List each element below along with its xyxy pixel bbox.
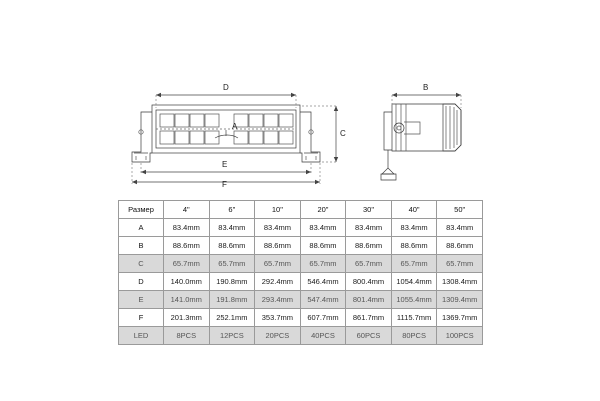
technical-drawing-svg — [0, 0, 600, 200]
spec-table-cell: 8PCS — [164, 327, 210, 345]
spec-table-cell: 12PCS — [209, 327, 255, 345]
spec-table-row-label: C — [119, 255, 164, 273]
spec-table-column-header: 50" — [437, 201, 483, 219]
spec-table-cell: 65.7mm — [300, 255, 346, 273]
spec-table-row-label: B — [119, 237, 164, 255]
spec-table-column-header: 30" — [346, 201, 392, 219]
spec-table-cell: 88.6mm — [255, 237, 301, 255]
spec-table-corner-label: Размер — [119, 201, 164, 219]
spec-table-row — [119, 255, 483, 273]
spec-table-column-header: 4" — [164, 201, 210, 219]
spec-table-cell: 60PCS — [346, 327, 392, 345]
spec-table — [118, 200, 483, 345]
spec-table-row — [119, 291, 483, 309]
spec-table-row-label: F — [119, 309, 164, 327]
spec-table-cell: 65.7mm — [164, 255, 210, 273]
spec-table-row — [119, 327, 483, 345]
spec-table-row — [119, 237, 483, 255]
spec-table-cell: 80PCS — [391, 327, 437, 345]
spec-table-column-header: 40" — [391, 201, 437, 219]
spec-table-row-label: D — [119, 273, 164, 291]
spec-table-cell: 88.6mm — [300, 237, 346, 255]
spec-table-cell: 83.4mm — [391, 219, 437, 237]
spec-table-cell: 292.4mm — [255, 273, 301, 291]
spec-table-cell: 88.6mm — [437, 237, 483, 255]
spec-table-cell: 83.4mm — [209, 219, 255, 237]
dimension-label-E: E — [222, 160, 228, 169]
dimension-label-B: B — [423, 83, 429, 92]
spec-table-row — [119, 219, 483, 237]
spec-table-cell: 83.4mm — [300, 219, 346, 237]
spec-table-cell: 141.0mm — [164, 291, 210, 309]
spec-table-cell: 1308.4mm — [437, 273, 483, 291]
dimension-label-C: C — [340, 129, 346, 138]
spec-table-row — [119, 273, 483, 291]
spec-table-cell: 547.4mm — [300, 291, 346, 309]
spec-table-cell: 65.7mm — [209, 255, 255, 273]
spec-table-cell: 861.7mm — [346, 309, 392, 327]
spec-table-cell: 800.4mm — [346, 273, 392, 291]
spec-table-column-header: 20" — [300, 201, 346, 219]
spec-table-wrapper — [118, 200, 483, 345]
spec-table-cell: 190.8mm — [209, 273, 255, 291]
spec-table-cell: 100PCS — [437, 327, 483, 345]
spec-table-cell: 83.4mm — [437, 219, 483, 237]
spec-table-row — [119, 309, 483, 327]
spec-table-header-row — [119, 201, 483, 219]
spec-table-cell: 65.7mm — [391, 255, 437, 273]
spec-table-cell: 607.7mm — [300, 309, 346, 327]
spec-table-cell: 1309.4mm — [437, 291, 483, 309]
spec-table-cell: 801.4mm — [346, 291, 392, 309]
spec-table-cell: 65.7mm — [346, 255, 392, 273]
spec-table-cell: 191.8mm — [209, 291, 255, 309]
spec-table-cell: 88.6mm — [391, 237, 437, 255]
spec-table-cell: 293.4mm — [255, 291, 301, 309]
spec-table-cell: 88.6mm — [164, 237, 210, 255]
spec-table-cell: 65.7mm — [255, 255, 301, 273]
spec-table-cell: 1055.4mm — [391, 291, 437, 309]
dimension-label-D: D — [223, 83, 229, 92]
spec-table-column-header: 10" — [255, 201, 301, 219]
spec-table-cell: 252.1mm — [209, 309, 255, 327]
spec-table-cell: 1054.4mm — [391, 273, 437, 291]
spec-table-row-label: E — [119, 291, 164, 309]
technical-drawing — [0, 0, 600, 200]
spec-table-cell: 546.4mm — [300, 273, 346, 291]
spec-table-cell: 88.6mm — [346, 237, 392, 255]
dimension-label-F: F — [222, 180, 228, 189]
spec-table-row-label: A — [119, 219, 164, 237]
spec-table-cell: 201.3mm — [164, 309, 210, 327]
spec-table-cell: 20PCS — [255, 327, 301, 345]
spec-table-cell: 83.4mm — [255, 219, 301, 237]
spec-table-cell: 88.6mm — [209, 237, 255, 255]
dimension-label-A: A — [232, 122, 238, 131]
spec-table-cell: 83.4mm — [164, 219, 210, 237]
spec-table-cell: 83.4mm — [346, 219, 392, 237]
spec-table-cell: 1115.7mm — [391, 309, 437, 327]
spec-table-cell: 40PCS — [300, 327, 346, 345]
spec-table-cell: 1369.7mm — [437, 309, 483, 327]
spec-table-column-header: 6" — [209, 201, 255, 219]
spec-table-cell: 140.0mm — [164, 273, 210, 291]
spec-table-row-label: LED — [119, 327, 164, 345]
spec-table-cell: 65.7mm — [437, 255, 483, 273]
spec-table-cell: 353.7mm — [255, 309, 301, 327]
